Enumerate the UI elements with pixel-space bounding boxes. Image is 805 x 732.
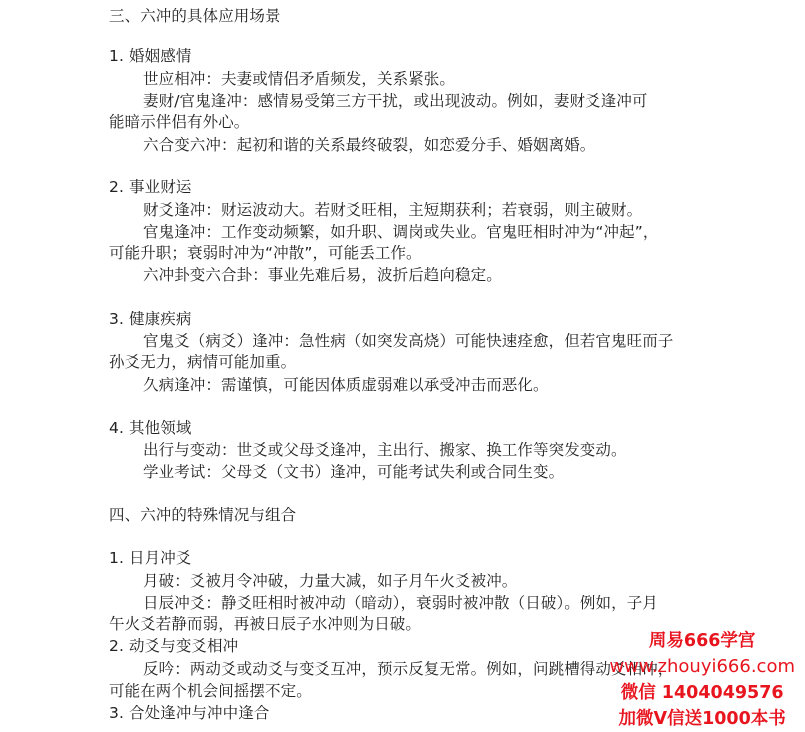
career-heading: 2. 事业财运 (109, 178, 192, 196)
career-line-2: 官鬼逢冲：工作变动频繁，如升职、调岗或失业。官鬼旺相时冲为“冲起”， (143, 223, 659, 241)
health-line-2: 孙爻无力，病情可能加重。 (109, 353, 297, 371)
watermark-block (609, 628, 795, 732)
moving-heading: 2. 动爻与变爻相冲 (109, 637, 239, 655)
marriage-heading: 1. 婚姻感情 (109, 47, 192, 65)
moving-line-1: 反吟：两动爻或动爻与变爻互冲，预示反复无常。例如，问跳槽得动爻相冲， (143, 660, 674, 678)
moving-line-2: 可能在两个机会间摇摆不定。 (109, 682, 312, 700)
marriage-line-4: 六合变六冲：起初和谐的关系最终破裂，如恋爱分手、婚姻离婚。 (143, 136, 596, 154)
section3-title: 三、六冲的具体应用场景 (109, 7, 281, 25)
marriage-line-2: 妻财/官鬼逢冲：感情易受第三方干扰，或出现波动。例如，妻财爻逢冲可 (143, 92, 648, 110)
other-heading: 4. 其他领域 (109, 419, 192, 437)
sun-moon-line-1: 月破：爻被月令冲破，力量大减，如子月午火爻被冲。 (143, 572, 518, 590)
career-line-3: 可能升职；衰弱时冲为“冲散”，可能丢工作。 (109, 244, 422, 262)
career-line-4: 六冲卦变六合卦：事业先难后易，波折后趋向稳定。 (143, 266, 502, 284)
section4-title: 四、六冲的特殊情况与组合 (109, 506, 297, 524)
sun-moon-heading: 1. 日月冲爻 (109, 549, 192, 567)
watermark-wechat: 微信 1404049576 (620, 683, 784, 703)
sun-moon-line-3: 午火爻若静而弱，再被日辰子水冲则为日破。 (109, 615, 422, 633)
health-line-3: 久病逢冲：需谨慎，可能因体质虚弱难以承受冲击而恶化。 (143, 376, 549, 394)
marriage-line-3: 能暗示伴侣有外心。 (109, 113, 250, 131)
watermark-name: 周易666学宫 (648, 631, 756, 651)
health-line-1: 官鬼爻（病爻）逢冲：急性病（如突发高烧）可能快速痊愈，但若官鬼旺而子 (143, 332, 674, 350)
other-line-2: 学业考试：父母爻（文书）逢冲，可能考试失利或合同生变。 (143, 463, 565, 481)
career-line-1: 财爻逢冲：财运波动大。若财爻旺相，主短期获利；若衰弱，则主破财。 (143, 201, 643, 219)
sun-moon-line-2: 日辰冲爻：静爻旺相时被冲动（暗动），衰弱时被冲散（日破）。例如，子月 (143, 594, 658, 612)
watermark-url: www.zhouyi666.com (609, 656, 795, 677)
combo-heading: 3. 合处逢冲与冲中逢合 (109, 704, 270, 722)
watermark-promo: 加微V信送1000本书 (618, 709, 786, 729)
health-heading: 3. 健康疾病 (109, 310, 192, 328)
other-line-1: 出行与变动：世爻或父母爻逢冲，主出行、搬家、换工作等突发变动。 (143, 441, 627, 459)
marriage-line-1: 世应相冲：夫妻或情侣矛盾频发，关系紧张。 (143, 70, 456, 88)
